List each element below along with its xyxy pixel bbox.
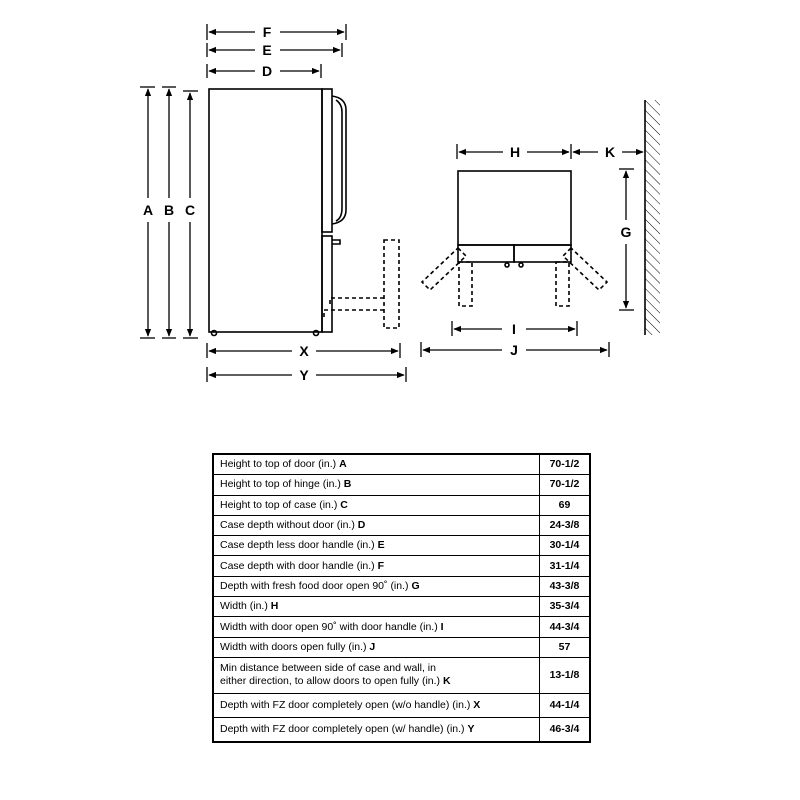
description-line-1: Min distance between side of case and wall, in xyxy=(220,662,436,675)
dimension-description xyxy=(214,475,540,495)
description-text: Width with doors open fully (in.) xyxy=(220,640,367,653)
table-row xyxy=(214,495,590,515)
table-row xyxy=(214,637,590,657)
wall xyxy=(645,100,660,335)
label-a: A xyxy=(142,202,154,218)
table-row xyxy=(214,475,590,495)
label-g: G xyxy=(620,224,632,240)
dimension-value: 70-1/2 xyxy=(539,455,589,475)
dimension-value: 70-1/2 xyxy=(539,475,589,495)
description-text: Width with door open 90˚ with door handle (in.) xyxy=(220,620,438,633)
dimension-f xyxy=(207,24,346,40)
table-row xyxy=(214,536,590,556)
label-x: X xyxy=(299,343,309,359)
dimension-letter: C xyxy=(340,498,348,511)
dimension-value: 44-3/4 xyxy=(539,617,589,637)
fridge-side-view xyxy=(209,89,399,336)
label-f: F xyxy=(262,24,272,40)
label-e: E xyxy=(262,42,272,58)
dimension-description xyxy=(214,717,540,741)
dimension-letter: F xyxy=(377,559,385,572)
dimension-description xyxy=(214,495,540,515)
description-text: Height to top of door (in.) xyxy=(220,458,337,471)
description-text: Depth with fresh food door open 90˚ (in.) xyxy=(220,579,409,592)
dimension-letter: G xyxy=(411,579,420,592)
dimension-description xyxy=(214,515,540,535)
label-k: K xyxy=(604,144,616,160)
dimension-value: 24-3/8 xyxy=(539,515,589,535)
label-y: Y xyxy=(299,367,309,383)
dimensions-table xyxy=(213,454,590,742)
dimension-description xyxy=(214,657,540,693)
label-j: J xyxy=(510,342,518,358)
table-row xyxy=(214,657,590,693)
table-row xyxy=(214,617,590,637)
dimension-value: 57 xyxy=(539,637,589,657)
dimension-letter: X xyxy=(473,698,481,711)
label-h: H xyxy=(509,144,521,160)
table-row xyxy=(214,556,590,576)
table-row xyxy=(214,455,590,475)
dimension-value: 31-1/4 xyxy=(539,556,589,576)
fridge-top-view xyxy=(422,171,607,306)
dimension-value: 44-1/4 xyxy=(539,693,589,717)
label-i: I xyxy=(512,321,516,337)
table-row xyxy=(214,597,590,617)
dimension-letter: K xyxy=(442,675,451,688)
dimension-description xyxy=(214,693,540,717)
description-text: Height to top of hinge (in.) xyxy=(220,478,341,491)
description-text: Case depth less door handle (in.) xyxy=(220,539,375,552)
description-text: Depth with FZ door completely open (w/o handle) (in.) xyxy=(220,698,471,711)
table-row xyxy=(214,576,590,596)
dimension-description xyxy=(214,597,540,617)
dimension-value: 46-3/4 xyxy=(539,717,589,741)
table-row xyxy=(214,693,590,717)
label-d: D xyxy=(261,63,273,79)
dimension-value: 30-1/4 xyxy=(539,536,589,556)
dimension-description xyxy=(214,556,540,576)
label-c: C xyxy=(184,202,196,218)
dimension-description xyxy=(214,637,540,657)
dimension-value: 69 xyxy=(539,495,589,515)
description-line-2: either direction, to allow doors to open fully (in.) xyxy=(220,675,441,688)
table-row xyxy=(214,515,590,535)
dimension-value: 43-3/8 xyxy=(539,576,589,596)
dimension-letter: H xyxy=(270,600,279,613)
description-text: Depth with FZ door completely open (w/ handle) (in.) xyxy=(220,722,465,735)
dimension-letter: E xyxy=(377,539,385,552)
dimension-e xyxy=(207,43,342,57)
dimension-description xyxy=(214,576,540,596)
description-text: Height to top of case (in.) xyxy=(220,498,338,511)
dimension-letter: D xyxy=(357,519,366,532)
dimension-letter: I xyxy=(440,620,444,633)
dimension-description xyxy=(214,455,540,475)
description-text: Width (in.) xyxy=(220,600,268,613)
dimension-description xyxy=(214,536,540,556)
table-row xyxy=(214,717,590,741)
dimension-letter: B xyxy=(343,478,352,491)
dimension-description xyxy=(214,617,540,637)
dimension-letter: A xyxy=(339,458,347,471)
dimension-value: 13-1/8 xyxy=(539,657,589,693)
dimension-letter: J xyxy=(369,640,376,653)
label-b: B xyxy=(163,202,175,218)
description-text: Case depth without door (in.) xyxy=(220,519,355,532)
dimension-letter: Y xyxy=(467,722,475,735)
description-text: Case depth with door handle (in.) xyxy=(220,559,375,572)
dimension-value: 35-3/4 xyxy=(539,597,589,617)
